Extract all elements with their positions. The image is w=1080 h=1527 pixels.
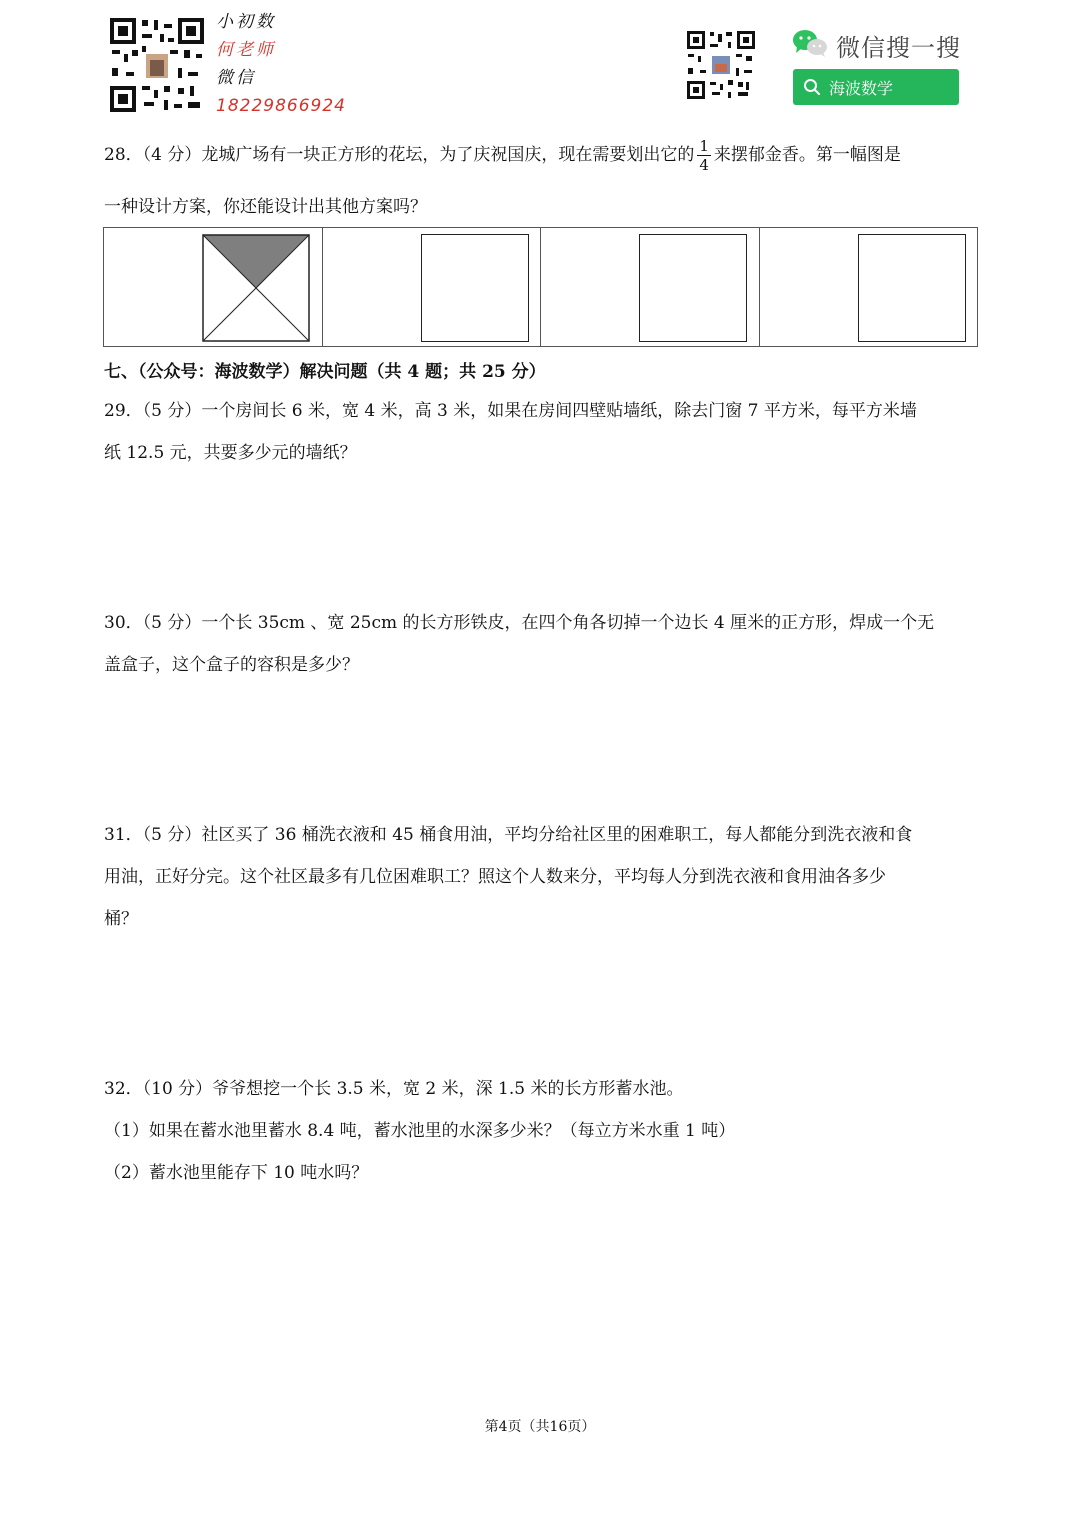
design-cell-blank-1[interactable]: [323, 228, 542, 346]
handwritten-phone: 18229866924: [216, 96, 346, 116]
blank-square-1: [421, 234, 529, 342]
wechat-logo-icon: [792, 28, 828, 58]
handwritten-line-3: 微信: [216, 68, 256, 88]
fraction-denominator: 4: [699, 156, 709, 174]
design-cell-example: [104, 228, 323, 346]
question-29-line-2: 纸 12.5 元，共要多少元的墙纸？: [104, 443, 357, 463]
search-button-label: 海波数学: [829, 78, 894, 98]
question-29-line-1: 29．（5 分）一个房间长 6 米，宽 4 米，高 3 米，如果在房间四壁贴墙纸，除去门窗 7 平方米，每平方米墙: [104, 401, 917, 421]
design-figure-table: [103, 227, 978, 347]
wechat-search-title: 微信搜一搜: [836, 34, 961, 62]
question-30-line-2: 盖盒子，这个盒子的容积是多少？: [104, 655, 359, 675]
question-28-line-2: 一种设计方案，你还能设计出其他方案吗？: [104, 197, 427, 217]
question-30-line-1: 30．（5 分）一个长 35cm 、宽 25cm 的长方形铁皮，在四个角各切掉一个边长 4 厘米的正方形，焊成一个无: [104, 613, 935, 633]
question-28-text-b: 来摆郁金香。第一幅图是: [713, 145, 901, 165]
example-design-square: [202, 234, 310, 342]
blank-square-3: [858, 234, 966, 342]
handwritten-line-1: 小初数: [216, 12, 276, 32]
question-31-line-1: 31．（5 分）社区买了 36 桶洗衣液和 45 桶食用油，平均分给社区里的困难职工，每人都能分到洗衣液和食: [104, 825, 913, 845]
question-32-line-1: 32．（10 分）爷爷想挖一个长 3.5 米，宽 2 米，深 1.5 米的长方形蓄水池。: [104, 1079, 684, 1099]
qr-code-left: [108, 16, 206, 114]
question-31-line-3: 桶？: [104, 909, 138, 929]
section-heading: 七、（公众号：海波数学）解决问题（共 4 题；共 25 分）: [104, 362, 546, 382]
question-28: [104, 134, 984, 176]
blank-square-2: [639, 234, 747, 342]
search-button[interactable]: [793, 69, 959, 105]
qr-code-right: [686, 30, 756, 100]
question-32-sub-1: （1）如果在蓄水池里蓄水 8.4 吨，蓄水池里的水深多少米？（每立方米水重 1 吨）: [104, 1121, 736, 1141]
question-28-line-1: [104, 134, 984, 176]
design-cell-blank-2[interactable]: [541, 228, 760, 346]
question-32-sub-2: （2）蓄水池里能存下 10 吨水吗？: [104, 1163, 369, 1183]
fraction-numerator: 1: [699, 137, 709, 155]
page-number: 第4页（共16页）: [484, 1419, 596, 1435]
fraction-one-quarter: [697, 137, 711, 174]
handwritten-line-2: 何老师: [216, 40, 276, 60]
handwritten-note: [216, 8, 346, 120]
search-icon: [803, 78, 821, 96]
question-28-text-a: 28．（4 分）龙城广场有一块正方形的花坛，为了庆祝国庆，现在需要划出它的: [104, 145, 695, 165]
question-31-line-2: 用油，正好分完。这个社区最多有几位困难职工？照这个人数来分，平均每人分到洗衣液和食用油各多少: [104, 867, 886, 887]
design-cell-blank-3[interactable]: [760, 228, 978, 346]
